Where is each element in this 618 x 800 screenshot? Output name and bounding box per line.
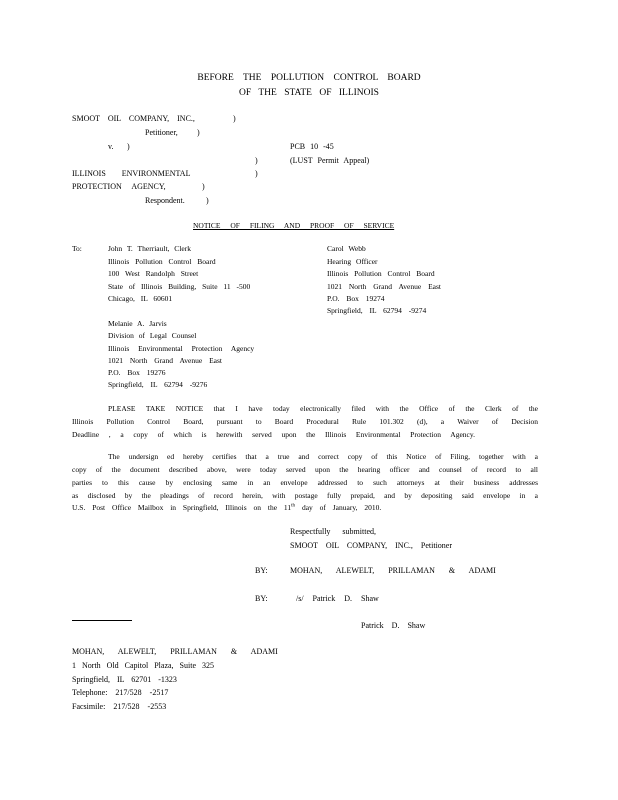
respondent-role: Respondent. <box>145 196 185 205</box>
footer-firm-name: MOHAN, ALEWELT, PRILLAMAN & ADAMI <box>72 647 278 656</box>
versus-label: v. <box>108 142 114 151</box>
caption-paren: ) <box>255 169 258 178</box>
recipient-line: P.O. Box 19274 <box>327 294 385 303</box>
paragraph-line: Deadline , a copy of which is herewith served upon the Illinois Environmental Protection Agency. <box>72 430 475 439</box>
date-text-end: day of January, 2010. <box>301 503 382 512</box>
electronic-signature: /s/ Patrick D. Shaw <box>296 594 379 603</box>
petitioner-name: SMOOT OIL COMPANY, INC., <box>72 114 195 123</box>
recipient-name: John T. Therriault, Clerk <box>108 244 191 253</box>
firm-name: MOHAN, ALEWELT, PRILLAMAN & ADAMI <box>290 566 496 575</box>
recipient-line: Springfield, IL 62794 -9274 <box>327 306 427 315</box>
respondent-name-line1: ILLINOIS ENVIRONMENTAL <box>72 169 191 178</box>
footer-phone: Telephone: 217/528 -2517 <box>72 688 169 697</box>
recipient-line: P.O. Box 19276 <box>108 368 166 377</box>
recipient-line: State of Illinois Building, Suite 11 -500 <box>108 282 251 291</box>
caption-paren: ) <box>197 128 200 137</box>
caption-paren: ) <box>255 156 258 165</box>
recipient-line: Division of Legal Counsel <box>108 331 197 340</box>
by-label: BY: <box>255 594 268 603</box>
paragraph-line: parties to this cause by enclosing same in an envelope addressed to such attorneys at their business addresses <box>72 478 538 487</box>
recipient-line: 1021 North Grand Avenue East <box>327 282 442 291</box>
printed-name: Patrick D. Shaw <box>361 621 426 630</box>
recipient-line: 100 West Randolph Street <box>108 269 199 278</box>
paragraph-line: The undersign ed hereby certifies that a true and correct copy of this Notice of Filing, together with a <box>108 452 538 461</box>
ordinal-suffix: th <box>291 503 296 509</box>
caption-paren: ) <box>233 114 236 123</box>
closing: Respectfully submitted, <box>290 527 376 536</box>
by-label: BY: <box>255 566 268 575</box>
recipient-line: Chicago, IL 60601 <box>108 294 173 303</box>
petitioner-role: Petitioner, <box>145 128 178 137</box>
respondent-name-line2: PROTECTION AGENCY, <box>72 182 166 191</box>
paragraph-line-last <box>72 504 381 512</box>
recipient-line: Illinois Pollution Control Board <box>327 269 435 278</box>
paragraph-line: Illinois Pollution Control Board, pursuant to Board Procedural Rule 101.302 (d), a Waiver of Decision <box>72 417 538 426</box>
footer-fax: Facsimile: 217/528 -2553 <box>72 702 167 711</box>
court-name-line1: BEFORE THE POLLUTION CONTROL BOARD <box>197 73 421 83</box>
recipient-line: 1021 North Grand Avenue East <box>108 356 223 365</box>
caption-paren: ) <box>202 182 205 191</box>
case-number: PCB 10 -45 <box>290 142 334 151</box>
recipient-line: Illinois Environmental Protection Agency <box>108 344 255 353</box>
court-name-line2: OF THE STATE OF ILLINOIS <box>239 88 379 98</box>
to-label: To: <box>72 244 82 253</box>
caption-paren: ) <box>206 196 209 205</box>
paragraph-line: copy of the document described above, were today served upon the hearing officer and counsel of record to all <box>72 465 538 474</box>
recipient-name: Melanie A. Jarvis <box>108 319 167 328</box>
footer-address-line: 1 North Old Capitol Plaza, Suite 325 <box>72 661 214 670</box>
footer-address-line: Springfield, IL 62701 -1323 <box>72 675 177 684</box>
recipient-name: Carol Webb <box>327 244 366 253</box>
caption-paren: ) <box>127 142 130 151</box>
notice-title: NOTICE OF FILING AND PROOF OF SERVICE <box>193 221 395 230</box>
recipient-line: Springfield, IL 62794 -9276 <box>108 380 208 389</box>
case-type: (LUST Permit Appeal) <box>290 156 370 165</box>
recipient-line: Illinois Pollution Control Board <box>108 257 216 266</box>
party-name: SMOOT OIL COMPANY, INC., Petitioner <box>290 541 453 550</box>
date-text: U.S. Post Office Mailbox in Springfield, Illinois on the 11 <box>72 503 292 512</box>
paragraph-line: as disclosed by the pleadings of record herein, with postage fully prepaid, and by depositing said envelope in a <box>72 491 538 500</box>
recipient-line: Hearing Officer <box>327 257 378 266</box>
divider-rule <box>72 620 132 621</box>
paragraph-line: PLEASE TAKE NOTICE that I have today electronically filed with the Office of the Clerk of the <box>108 404 538 413</box>
